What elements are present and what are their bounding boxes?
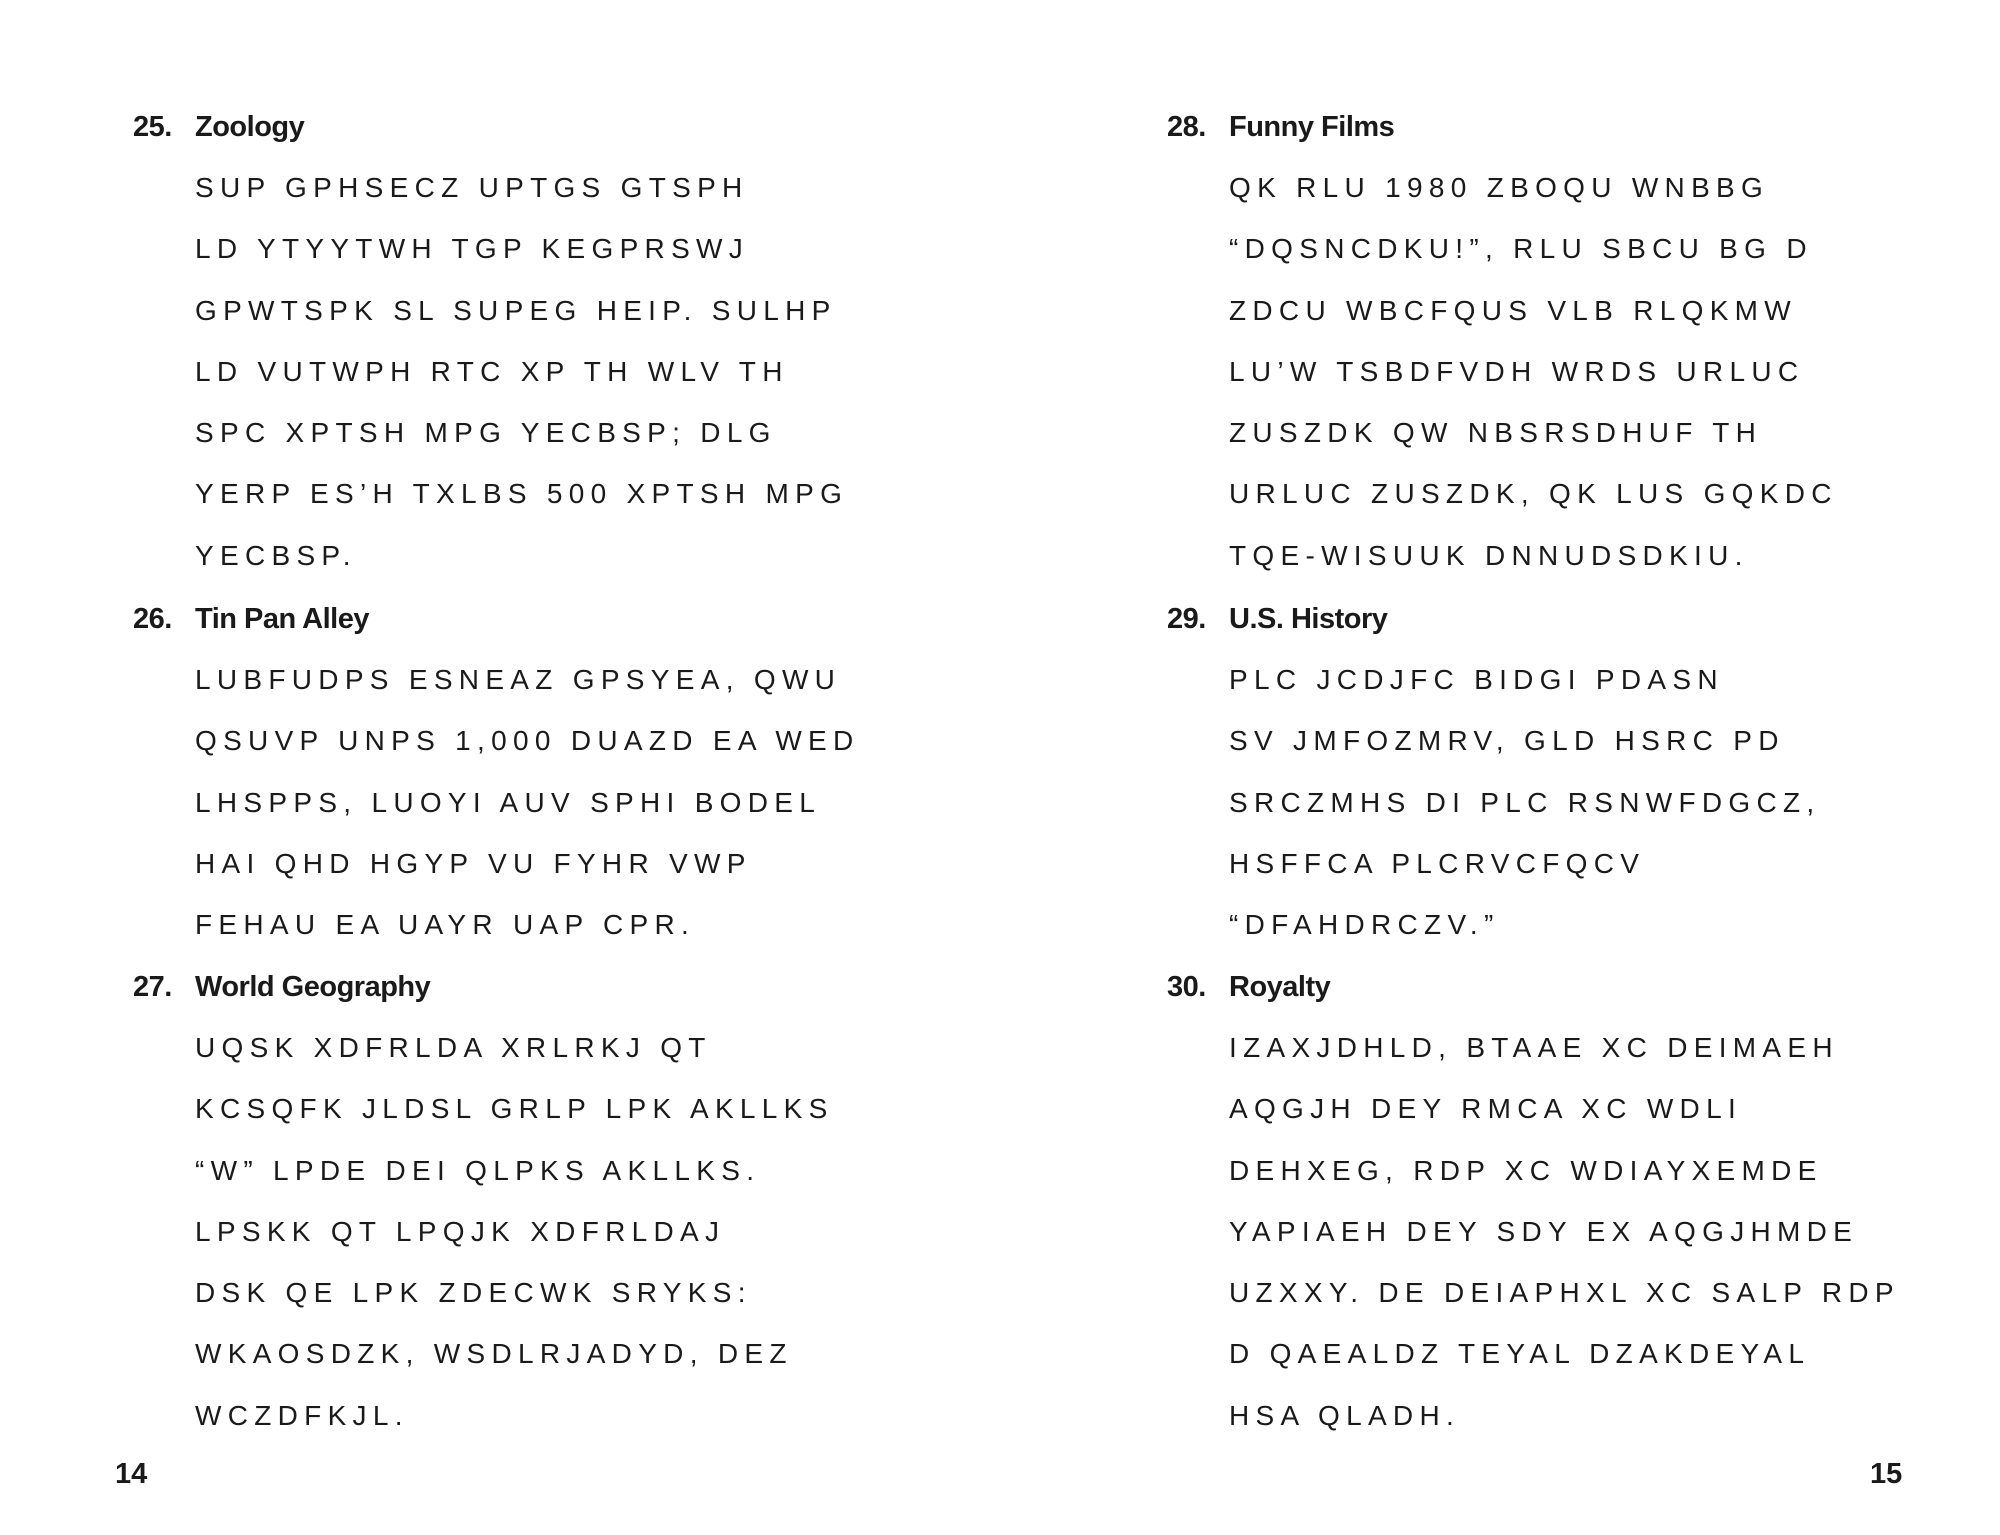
puzzle-26: [133, 603, 860, 970]
cipher-line: “W” LPDE DEI QLPKS AKLLKS.: [195, 1154, 761, 1186]
cipher-line: LUBFUDPS ESNEAZ GPSYEA, QWU: [195, 664, 842, 695]
cipher-line: LD VUTWPH RTC XP TH WLV TH: [195, 355, 789, 387]
cipher-line: SPC XPTSH MPG YECBSP; DLG: [195, 417, 777, 449]
cipher-line: WCZDFKJL.: [195, 1399, 409, 1431]
puzzle-27: [133, 971, 834, 1461]
right-page: [1030, 0, 2000, 1535]
puzzle-heading: [1167, 971, 1900, 1032]
cipher-line: ZDCU WBCFQUS VLB RLQKMW: [1229, 294, 1798, 326]
cipher-line: QSUVP UNPS 1,000 DUAZD EA WED: [195, 725, 860, 757]
cipher-line: UZXXY. DE DEIAPHXL XC SALP RDP: [1229, 1277, 1900, 1309]
puzzle-30: [1167, 971, 1900, 1461]
cipher-line: UQSK XDFRLDA XRLRKJ QT: [195, 1032, 712, 1063]
cipher-line: HSA QLADH.: [1229, 1399, 1461, 1431]
puzzle-title: U.S. History: [1229, 603, 1388, 635]
cipher-line: LU’W TSBDFVDH WRDS URLUC: [1229, 355, 1805, 387]
puzzle-number: 28.: [1167, 111, 1206, 143]
puzzle-number: 26.: [133, 603, 172, 635]
cipher-line: SRCZMHS DI PLC RSNWFDGCZ,: [1229, 786, 1821, 818]
puzzle-25: [133, 111, 848, 601]
cipher-line: LD YTYYTWH TGP KEGPRSWJ: [195, 233, 750, 265]
cipher-line: URLUC ZUSZDK, QK LUS GQKDC: [1229, 478, 1838, 510]
cipher-line: HSFFCA PLCRVCFQCV: [1229, 847, 1646, 879]
cipher-line: LPSKK QT LPQJK XDFRLDAJ: [195, 1215, 726, 1247]
cipher-line: HAI QHD HGYP VU FYHR VWP: [195, 847, 752, 879]
cipher-line: YERP ES’H TXLBS 500 XPTSH MPG: [195, 478, 849, 510]
cipher-line: DEHXEG, RDP XC WDIAYXEMDE: [1229, 1154, 1823, 1186]
cipher-line: AQGJH DEY RMCA XC WDLI: [1229, 1093, 1743, 1125]
puzzle-number: 29.: [1167, 603, 1206, 635]
puzzle-29: [1167, 603, 1821, 970]
cipher-line: KCSQFK JLDSL GRLP LPK AKLLKS: [195, 1093, 834, 1125]
cipher-line: PLC JCDJFC BIDGI PDASN: [1229, 664, 1724, 695]
puzzle-title: Zoology: [195, 111, 305, 143]
cipher-line: DSK QE LPK ZDECWK SRYKS:: [195, 1277, 752, 1309]
cipher-line: WKAOSDZK, WSDLRJADYD, DEZ: [195, 1338, 793, 1370]
cipher-line: LHSPPS, LUOYI AUV SPHI BODEL: [195, 786, 822, 818]
cipher-line: YAPIAEH DEY SDY EX AQGJHMDE: [1229, 1215, 1859, 1247]
cipher-line: ZUSZDK QW NBSRSDHUF TH: [1229, 417, 1763, 449]
puzzle-number: 25.: [133, 111, 172, 143]
puzzle-title: World Geography: [195, 971, 431, 1003]
cipher-line: YECBSP.: [195, 539, 357, 571]
puzzle-heading: [133, 603, 860, 664]
puzzle-title: Tin Pan Alley: [195, 603, 369, 635]
page-number: 14: [115, 1458, 148, 1490]
cipher-line: “DQSNCDKU!”, RLU SBCU BG D: [1229, 233, 1813, 265]
puzzle-heading: [133, 111, 848, 172]
cipher-line: IZAXJDHLD, BTAAE XC DEIMAEH: [1229, 1032, 1839, 1063]
cipher-line: SUP GPHSECZ UPTGS GTSPH: [195, 172, 749, 203]
puzzle-heading: [1167, 603, 1821, 664]
page-number: 15: [1870, 1458, 1903, 1490]
cipher-line: GPWTSPK SL SUPEG HEIP. SULHP: [195, 294, 837, 326]
cipher-line: FEHAU EA UAYR UAP CPR.: [195, 909, 696, 941]
cipher-line: SV JMFOZMRV, GLD HSRC PD: [1229, 725, 1785, 757]
puzzle-title: Funny Films: [1229, 111, 1395, 143]
puzzle-heading: [1167, 111, 1838, 172]
puzzle-heading: [133, 971, 834, 1032]
puzzle-28: [1167, 111, 1838, 601]
cipher-line: “DFAHDRCZV.”: [1229, 909, 1500, 941]
cipher-line: QK RLU 1980 ZBOQU WNBBG: [1229, 172, 1770, 203]
puzzle-number: 30.: [1167, 971, 1206, 1003]
cipher-line: TQE-WISUUK DNNUDSDKIU.: [1229, 539, 1749, 571]
puzzle-number: 27.: [133, 971, 172, 1003]
puzzle-title: Royalty: [1229, 971, 1331, 1003]
cipher-line: D QAEALDZ TEYAL DZAKDEYAL: [1229, 1338, 1811, 1370]
